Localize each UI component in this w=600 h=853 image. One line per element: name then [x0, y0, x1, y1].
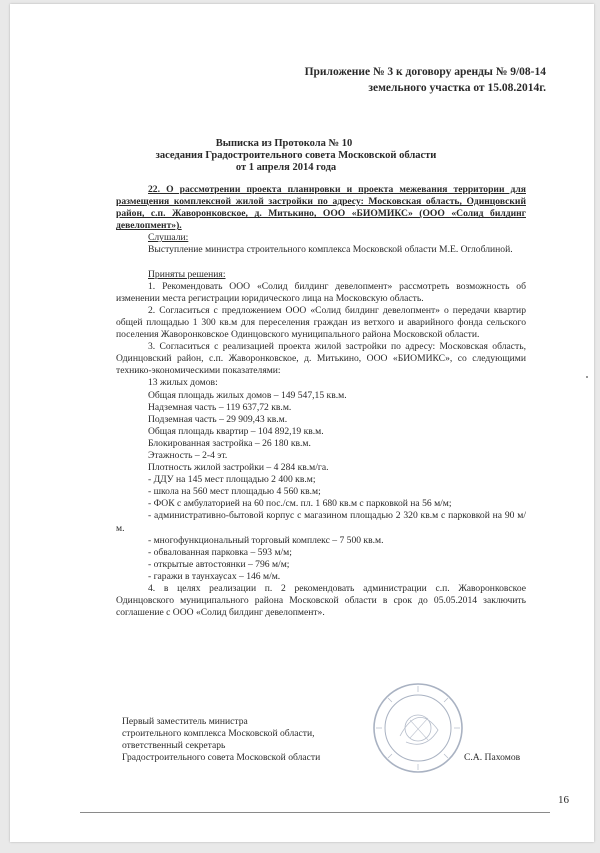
indicator: - обвалованная парковка – 593 м/м; [148, 546, 292, 558]
indicator: - ДДУ на 145 мест площадью 2 400 кв.м; [148, 474, 316, 486]
signature-line-2: строительного комплекса Московской области, [122, 728, 315, 740]
indicator: Общая площадь квартир – 104 892,19 кв.м. [148, 425, 324, 437]
title-line-3: от 1 апреля 2014 года [235, 162, 337, 173]
header-line-2: земельного участка от 15.08.2014г. [368, 82, 546, 94]
indicator: - ФОК с амбулаторией на 60 пос./см. пл. 1 680 кв.м с парковкой на 56 м/м; [148, 498, 452, 510]
decision-2: 2. Согласиться с предложением ООО «Солид билдинг девелопмент» о передачи квартир общей площадью 1 300 кв.м для переселения граждан из ветхого и аварийного фонда сельского поселения Жаворонковское Одинцовского муниципального района Московской области. [116, 304, 526, 341]
indicator: Блокированная застройка – 26 180 кв.м. [148, 437, 311, 449]
indicator: 13 жилых домов: [148, 377, 218, 389]
indicator: Надземная часть – 119 637,72 кв.м. [148, 401, 292, 413]
scan-speck [586, 376, 588, 378]
indicator: - школа на 560 мест площадью 4 560 кв.м; [148, 486, 321, 498]
signature-line-1: Первый заместитель министра [122, 716, 248, 727]
indicator: - открытые автостоянки – 796 м/м; [148, 558, 290, 570]
indicator: - административно-бытовой корпус с магазином площадью 2 320 кв.м с парковкой на 90 м/м. [116, 510, 526, 534]
footer-divider [80, 812, 550, 813]
indicator: Общая площадь жилых домов – 149 547,15 кв.м. [148, 389, 347, 401]
decision-1: 1. Рекомендовать ООО «Солид билдинг девелопмент» рассмотреть возможность об изменении места регистрации юридического лица на Московскую область. [116, 280, 526, 304]
heard-text: Выступление министра строительного комплекса Московской области М.Е. Оглоблиной. [148, 244, 513, 256]
signature-line-3: ответственный секретарь [122, 740, 226, 752]
signatory-name: С.А. Пахомов [464, 752, 521, 763]
seal-stamp-icon [370, 680, 466, 776]
agenda-item-heading: 22. О рассмотрении проекта планировки и проекта межевания территории для размещения комплексной жилой застройки по адресу: Московская область, Одинцовский район, с.п. Жаворонковское, д. Митькино, ООО «БИОМИКС» (ООО «Солид билдинг девелопмент»). [116, 184, 526, 232]
indicator: - гаражи в таунхаусах – 146 м/м. [148, 570, 281, 582]
decision-4: 4. в целях реализации п. 2 рекомендовать администрации с.п. Жаворонковское Одинцовского муниципального района Московской области в срок до 05.05.2014 заключить соглашение с ООО «Солид билдинг девелопмент». [116, 583, 526, 619]
decisions-label: Приняты решения: [148, 268, 226, 280]
indicator: Этажность – 2-4 эт. [148, 449, 228, 461]
title-line-1: Выписка из Протокола № 10 [215, 138, 353, 149]
indicator: - многофункциональный торговый комплекс – 7 500 кв.м. [148, 534, 384, 546]
decision-3: 3. Согласиться с реализацией проекта жилой застройки по адресу: Московская область, Одинцовский район, с.п. Жаворонковское, д. Митькино, ООО «БИОМИКС», со следующими технико-экономическими показателями: [116, 341, 526, 377]
heard-label: Слушали: [148, 232, 189, 244]
signature-line-4: Градостроительного совета Московской области [122, 752, 321, 764]
indicator: Плотность жилой застройки – 4 284 кв.м/га. [148, 462, 329, 474]
protocol-body [116, 184, 526, 619]
header-line-1: Приложение № 3 к договору аренды № 9/08-14 [304, 66, 546, 78]
page-number: 16 [558, 794, 569, 806]
title-line-2: заседания Градостроительного совета Московской области [155, 150, 437, 161]
indicator: Подземная часть – 29 909,43 кв.м. [148, 413, 288, 425]
document-page [10, 4, 594, 842]
